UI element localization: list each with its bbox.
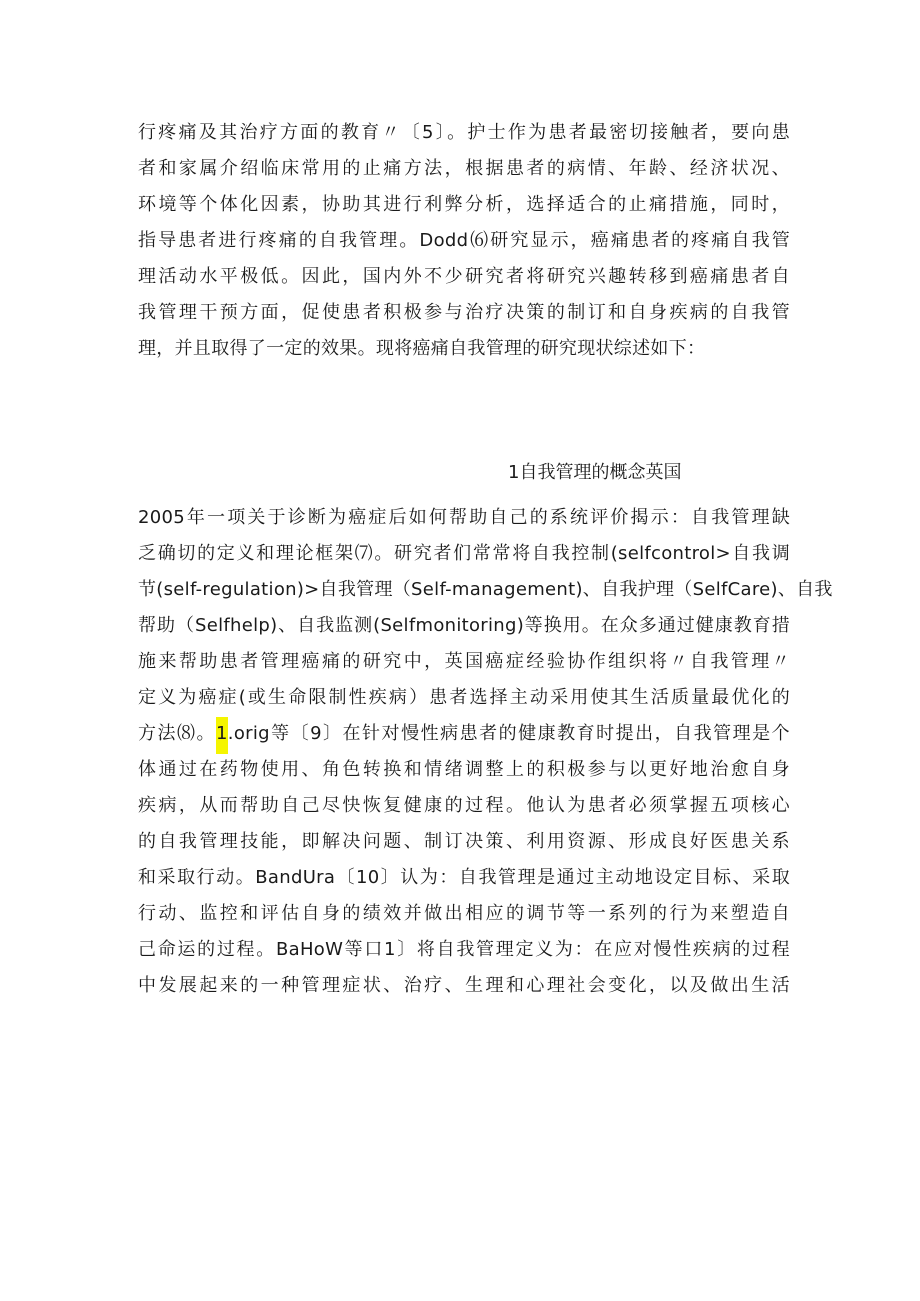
paragraph-line: 行动、监控和评估自身的绩效并做出相应的调节等一系列的行为来塑造自 [138, 903, 790, 924]
paragraph-2 [138, 500, 833, 1004]
section-heading: 1自我管理的概念英国 [508, 462, 682, 483]
paragraph-line: 理活动水平极低。因此，国内外不少研究者将研究兴趣转移到癌痛患者自 [138, 266, 790, 287]
line-segment: 方法⑻。 [138, 723, 217, 744]
paragraph-line: 帮助（Selfhelp)、自我监测(Selfmonitoring)等换用。在众多通过健康教育措 [138, 615, 790, 636]
paragraph-line: 体通过在药物使用、角色转换和情绪调整上的积极参与以更好地治愈自身 [138, 759, 790, 780]
paragraph-line: 中发展起来的一种管理症状、治疗、生理和心理社会变化，以及做出生活 [138, 975, 790, 996]
paragraph-line: 行疼痛及其治疗方面的教育〃〔5〕。护士作为患者最密切接触者，要向患 [138, 122, 790, 143]
paragraph-line: 环境等个体化因素，协助其进行利弊分析，选择适合的止痛措施，同时， [138, 194, 790, 215]
paragraph-line: 乏确切的定义和理论框架⑺。研究者们常常将自我控制(selfcontrol>自我调 [138, 543, 790, 564]
paragraph-line: 者和家属介绍临床常用的止痛方法，根据患者的病情、年龄、经济状况、 [138, 158, 790, 179]
line-segment: .orig等〔9〕在针对慢性病患者的健康教育时提出，自我管理是个 [227, 723, 790, 744]
text-highlight: 1 [216, 717, 228, 754]
paragraph-line: 节(self-regulation)>自我管理（Self-management)、自我护理（SelfCare)、自我 [138, 579, 833, 600]
paragraph-line: 定义为癌症(或生命限制性疾病）患者选择主动采用使其生活质量最优化的 [138, 687, 790, 708]
paragraph-line: 理，并且取得了一定的效果。现将癌痛自我管理的研究现状综述如下： [138, 338, 706, 359]
paragraph-line: 疾病，从而帮助自己尽快恢复健康的过程。他认为患者必须掌握五项核心 [138, 795, 790, 816]
paragraph-line: 我管理干预方面，促使患者积极参与治疗决策的制订和自身疾病的自我管 [138, 302, 790, 323]
paragraph-line: 施来帮助患者管理癌痛的研究中，英国癌症经验协作组织将〃自我管理〃 [138, 651, 790, 672]
paragraph-1 [138, 115, 790, 367]
paragraph-line: 的自我管理技能，即解决问题、制订决策、利用资源、形成良好医患关系 [138, 831, 790, 852]
paragraph-line: 己命运的过程。BaHoW等口1〕将自我管理定义为：在应对慢性疾病的过程 [138, 939, 790, 960]
paragraph-line: 和采取行动。BandUra〔10〕认为：自我管理是通过主动地设定目标、采取 [138, 867, 790, 888]
paragraph-line: 指导患者进行疼痛的自我管理。Dodd⑹研究显示，癌痛患者的疼痛自我管 [138, 230, 790, 251]
paragraph-line-highlighted [138, 716, 790, 752]
paragraph-line: 2005年一项关于诊断为癌症后如何帮助自己的系统评价揭示：自我管理缺 [138, 507, 790, 528]
